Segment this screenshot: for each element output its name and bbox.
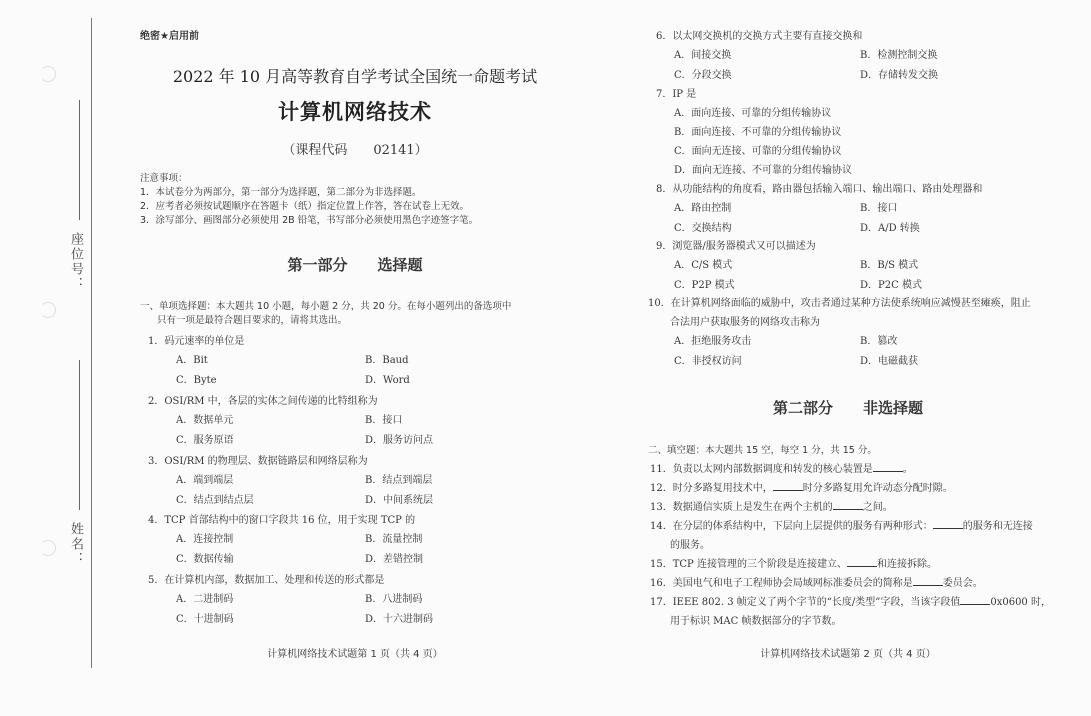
fill-in-question-13: 13．数据通信实质上是发生在两个主机的 之间。 (650, 502, 893, 513)
option-d: D．面向无连接、不可靠的分组传输协议 (674, 165, 853, 176)
page-footer: 计算机网络技术试题第 1 页（共 4 页） (267, 649, 443, 660)
answer-blank (913, 576, 943, 586)
fill-in-section (648, 441, 1051, 631)
option-b: B．面向连接、不可靠的分组传输协议 (674, 127, 842, 138)
option-d: D．服务访问点 (365, 434, 434, 446)
question-6 (648, 27, 939, 85)
section-intro-line: 只有一项是最符合题目要求的，请将其选出。 (157, 315, 348, 326)
option-b: B．接口 (365, 415, 403, 426)
notice-item: 3．涂写部分、画图部分必须使用 2B 铅笔，书写部分必须使用黑色字迹签字笔。 (140, 215, 479, 226)
page-footer: 计算机网络技术试题第 2 页（共 4 页） (760, 649, 936, 660)
question-stem: 6．以太网交换机的交换方式主要有直接交换和 (656, 31, 863, 42)
option-a: A．C/S 模式 (674, 260, 733, 271)
name-line (79, 360, 80, 510)
option-d: D．存储转发交换 (860, 69, 939, 81)
page-1 (140, 0, 570, 716)
question-stem-continued: 合法用户获取服务的网络攻击称为 (670, 317, 820, 328)
question-1 (140, 332, 410, 390)
binding-margin (0, 0, 95, 716)
option-b: B．接口 (860, 203, 898, 214)
option-d: D．十六进制码 (365, 613, 434, 625)
answer-blank (933, 519, 963, 529)
question-stem: 5．在计算机内部，数据加工、处理和传送的形式都是 (148, 575, 385, 586)
question-stem: 7．IP 是 (656, 89, 697, 100)
part-label: 第一部分 (287, 256, 348, 274)
answer-blank (773, 481, 803, 491)
option-a: A．路由控制 (674, 203, 732, 214)
secret-mark: 绝密★启用前 (140, 31, 199, 42)
exam-title: 2022 年 10 月高等教育自学考试全国统一命题考试 (172, 67, 538, 86)
part-type: 选择题 (377, 256, 423, 274)
question-9 (648, 237, 922, 295)
option-a: A．数据单元 (176, 415, 234, 426)
fill-in-question-11: 11．负责以太网内部数据调度和转发的核心装置是 。 (650, 464, 913, 475)
fill-in-question-16: 16．美国电气和电子工程师协会局域网标准委员会的简称是 委员会。 (650, 578, 983, 589)
answer-blank (833, 500, 863, 510)
option-b: B．八进制码 (365, 594, 423, 605)
answer-blank (847, 557, 877, 567)
option-c: C．分段交换 (674, 69, 732, 81)
part-one-heading (140, 254, 570, 275)
section-one-intro (140, 300, 560, 328)
course-title: 计算机网络技术 (278, 100, 432, 124)
option-b: B．B/S 模式 (860, 260, 919, 271)
question-7 (648, 85, 852, 180)
option-c: C．Byte (176, 374, 217, 386)
question-3 (140, 452, 434, 510)
option-b: B．检测控制交换 (860, 50, 938, 61)
option-d: D．中间系统层 (365, 494, 434, 506)
option-b: B．Baud (365, 355, 409, 366)
question-stem: 2．OSI/RM 中，各层的实体之间传递的比特组称为 (148, 396, 378, 407)
notice-item: 1．本试卷分为两部分，第一部分为选择题，第二部分为非选择题。 (140, 187, 422, 198)
answer-blank (960, 595, 990, 605)
section-two-intro: 二、填空题：本大题共 15 空，每空 1 分，共 15 分。 (648, 445, 877, 456)
notice-block (140, 172, 478, 228)
course-code-value: 02141） (373, 143, 428, 158)
seat-number-label: 座位号： (68, 232, 83, 292)
part-label: 第二部分 (772, 399, 833, 417)
question-10 (648, 294, 1031, 371)
option-d: D．A/D 转换 (860, 222, 920, 234)
option-c: C．非授权访问 (674, 355, 742, 367)
punch-hole (40, 66, 56, 82)
question-5 (140, 571, 434, 629)
option-a: A．端到端层 (176, 475, 234, 486)
notice-heading: 注意事项： (140, 173, 188, 184)
option-d: D．差错控制 (365, 553, 424, 565)
option-b: B．篡改 (860, 336, 898, 347)
question-2 (140, 392, 434, 450)
section-intro-line: 一、单项选择题：本大题共 10 小题，每小题 2 分，共 20 分。在每小题列出的备选项中 (140, 301, 512, 312)
option-c: C．服务原语 (176, 434, 234, 446)
option-c: C．交换结构 (674, 222, 732, 234)
option-a: A．二进制码 (176, 594, 234, 605)
option-c: C．P2P 模式 (674, 279, 735, 291)
answer-blank (873, 462, 903, 472)
course-code-label: （课程代码 (282, 143, 348, 158)
option-c: C．十进制码 (176, 613, 234, 625)
option-b: B．流量控制 (365, 534, 423, 545)
question-stem: 8．从功能结构的角度看，路由器包括输入端口、输出端口、路由处理器和 (656, 184, 983, 195)
question-8 (648, 180, 982, 238)
seat-number-line (79, 100, 80, 220)
option-a: A．Bit (176, 355, 208, 366)
fill-in-question-12: 12．时分多路复用技术中， 时分多路复用允许动态分配时隙。 (650, 483, 953, 494)
question-stem: 3．OSI/RM 的物理层、数据链路层和网络层称为 (148, 456, 368, 467)
fill-in-continued: 用于标识 MAC 帧数据部分的字节数。 (670, 616, 842, 627)
fill-in-question-17: 17．IEEE 802. 3 帧定义了两个字节的“长度/类型”字段，当该字段值 0x0600 时， (650, 597, 1051, 608)
option-d: D．Word (365, 374, 410, 386)
option-d: D．电磁截获 (860, 355, 919, 367)
part-type: 非选择题 (863, 399, 924, 417)
fill-in-continued: 的服务。 (670, 540, 710, 551)
notice-item: 2．应考者必须按试题顺序在答题卡（纸）指定位置上作答，答在试卷上无效。 (140, 201, 470, 212)
part-two-heading (648, 397, 1048, 418)
option-a: A．连接控制 (176, 534, 234, 545)
question-stem: 4．TCP 首部结构中的窗口字段共 16 位，用于实现 TCP 的 (148, 515, 416, 526)
punch-hole (40, 302, 56, 318)
question-stem: 1．码元速率的单位是 (148, 336, 245, 347)
question-4 (140, 511, 424, 569)
question-stem: 9．浏览器/服务器模式又可以描述为 (656, 241, 816, 252)
option-c: C．数据传输 (176, 553, 234, 565)
name-label: 姓名： (68, 522, 83, 567)
punch-hole (40, 540, 56, 556)
option-a: A．拒绝服务攻击 (674, 336, 752, 347)
option-d: D．P2C 模式 (860, 279, 922, 291)
option-c: C．面向无连接、可靠的分组传输协议 (674, 146, 842, 157)
fill-in-question-14: 14．在分层的体系结构中，下层向上层提供的服务有两种形式： 的服务和无连接 (650, 521, 1033, 532)
page-2 (648, 0, 1058, 716)
binding-line (91, 18, 92, 668)
question-stem: 10．在计算机网络面临的威胁中，攻击者通过某种方法使系统响应减慢甚至瘫痪，阻止 (648, 298, 1031, 309)
option-a: A．面向连接、可靠的分组传输协议 (674, 108, 832, 119)
fill-in-question-15: 15．TCP 连接管理的三个阶段是连接建立、 和连接拆除。 (650, 559, 937, 570)
option-b: B．结点到端层 (365, 475, 433, 486)
option-c: C．结点到结点层 (176, 494, 254, 506)
option-a: A．间接交换 (674, 50, 732, 61)
course-code (140, 139, 570, 158)
